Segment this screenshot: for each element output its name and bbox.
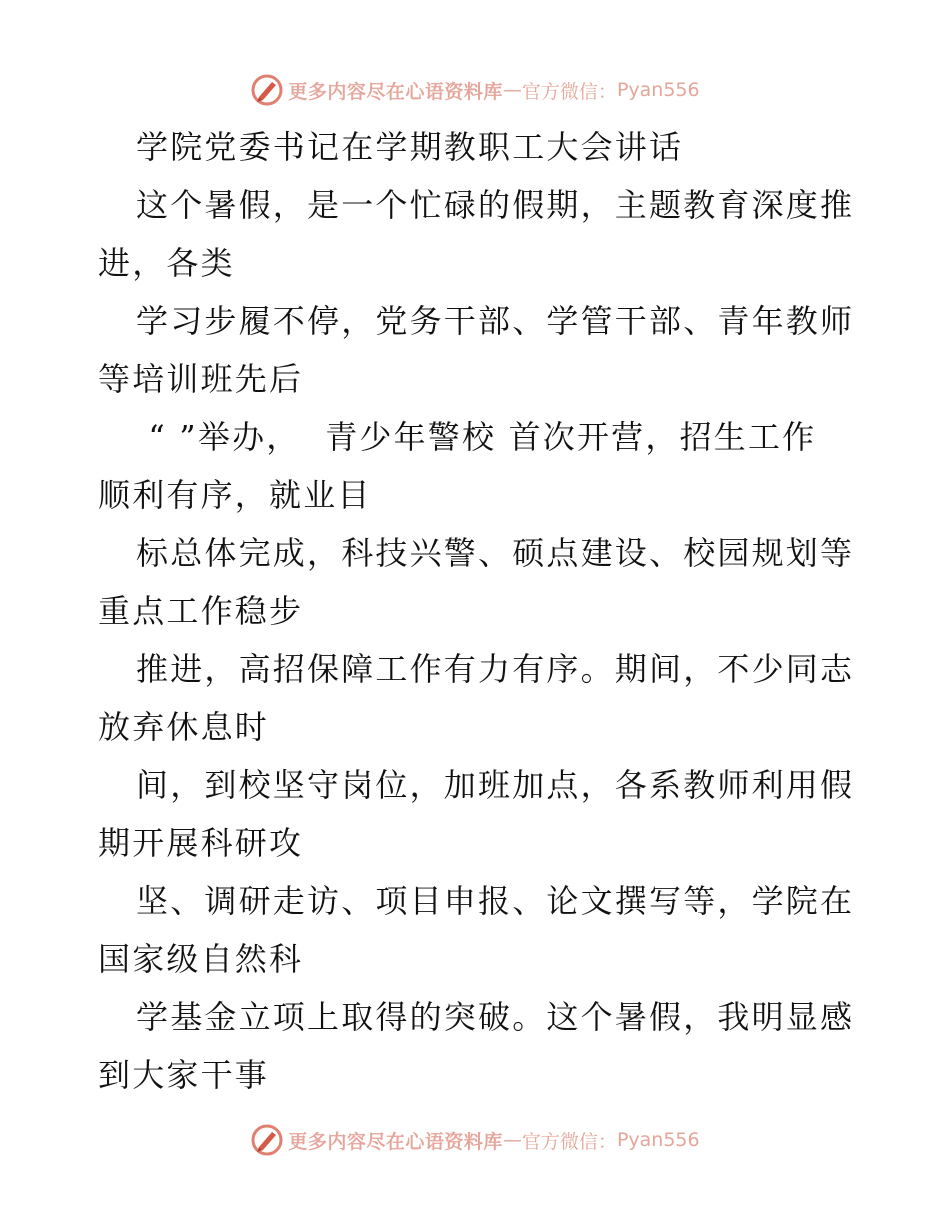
watermark-brand: 更多内容尽在心语资料库 <box>288 1130 503 1153</box>
text-line: 期开展科研攻 <box>98 824 304 862</box>
text-line: 坚、调研走访、项目申报、论文撰写等，学院在 <box>136 882 855 920</box>
header-watermark <box>0 70 950 110</box>
watermark-wechat-id: Pyan556 <box>616 79 700 101</box>
watermark-wechat-label: 官方微信： <box>521 1130 617 1153</box>
text-line: 顺利有序，就业目 <box>98 476 372 514</box>
pen-logo-icon <box>250 1123 284 1157</box>
watermark-brand: 更多内容尽在心语资料库 <box>288 80 503 103</box>
text-line: 进，各类 <box>98 244 235 282</box>
text-line: 学习步履不停，党务干部、学管干部、青年教师 <box>136 302 855 340</box>
text-line: 这个暑假，是一个忙碌的假期，主题教育深度推 <box>136 186 855 224</box>
watermark-separator: — <box>502 79 522 101</box>
text-line: 推进，高招保障工作有力有序。期间，不少同志 <box>136 650 855 688</box>
watermark-wechat-id: Pyan556 <box>616 1129 700 1151</box>
document-body <box>98 118 858 1104</box>
watermark-separator: — <box>502 1129 522 1151</box>
text-line: 重点工作稳步 <box>98 592 304 630</box>
document-title: 学院党委书记在学期教职工大会讲话 <box>136 128 684 166</box>
text-line: 标总体完成，科技兴警、硕点建设、校园规划等 <box>136 534 855 572</box>
text-line: 放弃休息时 <box>98 708 270 746</box>
text-line: 学基金立项上取得的突破。这个暑假，我明显感 <box>136 998 855 1036</box>
watermark-wechat-label: 官方微信： <box>521 80 617 103</box>
pen-logo-icon <box>250 73 284 107</box>
text-line: “ ”举办， 青少年警校 首次开营，招生工作 <box>136 418 817 456</box>
text-line: 国家级自然科 <box>98 940 304 978</box>
text-line: 到大家干事 <box>98 1056 270 1094</box>
footer-watermark <box>0 1120 950 1160</box>
text-line: 间，到校坚守岗位，加班加点，各系教师利用假 <box>136 766 855 804</box>
text-line: 等培训班先后 <box>98 360 304 398</box>
